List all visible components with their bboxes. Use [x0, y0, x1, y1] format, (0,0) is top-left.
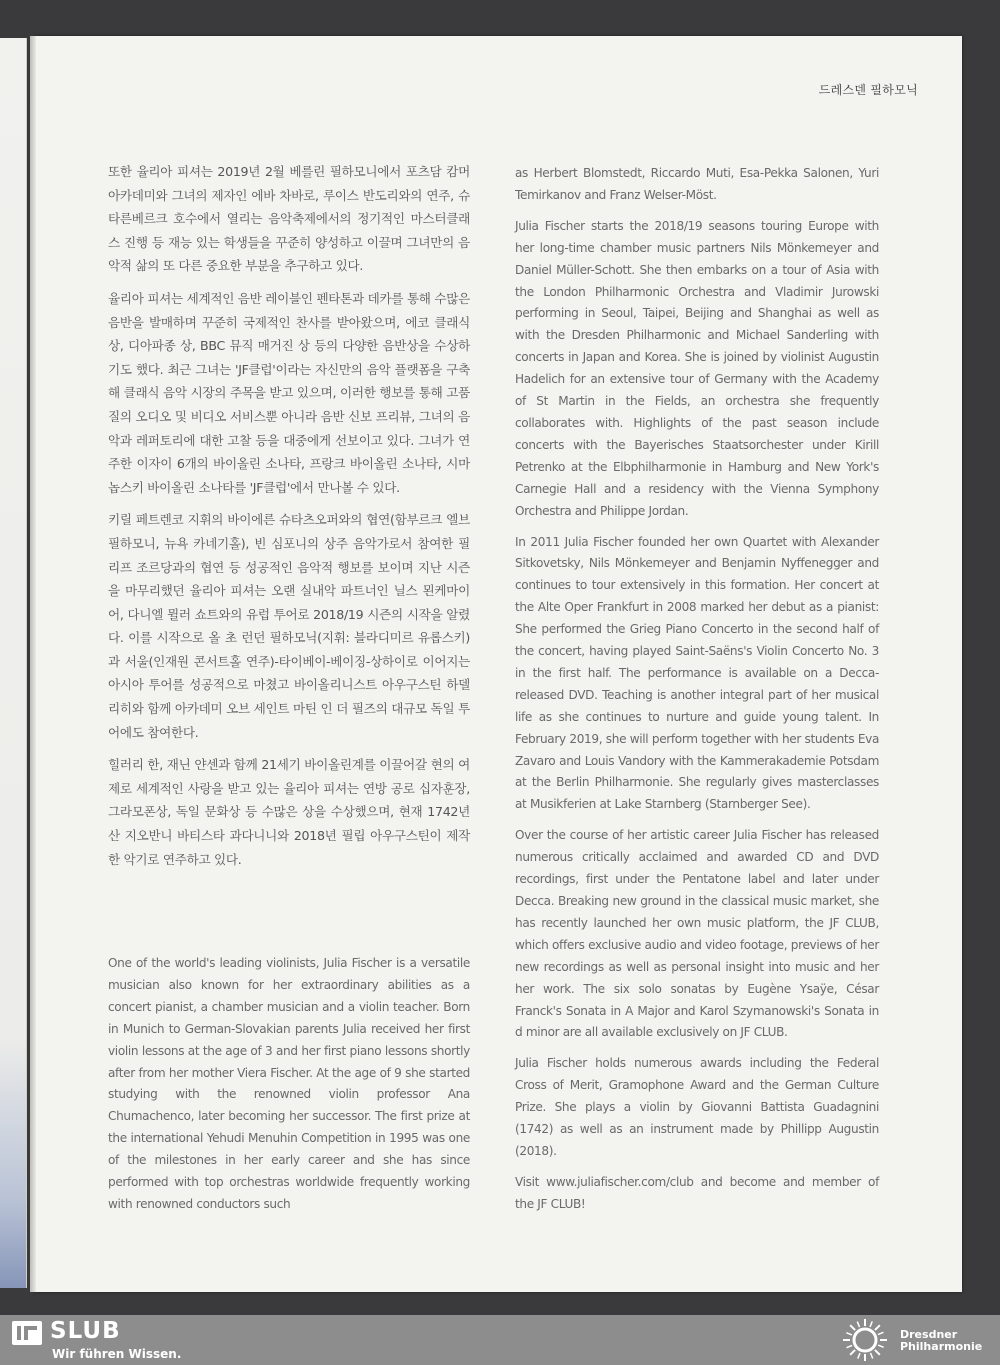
orchestra-name [900, 1329, 982, 1353]
english-paragraph-5: Over the course of her artistic career Julia Fischer has released numerous critically acclaimed and awarded CD and DVD recordings, first under the Pentatone label and later under Decca. Breaking new ground in the classical music market, she has recently launched her own music platform, the JF CLUB, which offers exclusive audio and video footage, previews of her new recordings as well as personal insight into music and her her work. The six solo sonatas by Eugène Ysaÿe, César Franck's Sonata in A Major and Karol Szymanowski's Sonata in d minor are all available exclusively on JF CLUB. [515, 828, 879, 1040]
orchestra-name-line1: Dresdner [900, 1328, 958, 1341]
adjacent-page-edge [0, 38, 27, 1288]
footer-bar [0, 1315, 1000, 1365]
english-paragraph-2: as Herbert Blomstedt, Riccardo Muti, Esa-Pekka Salonen, Yuri Temirkanov and Franz Welser-Möst. [515, 166, 879, 202]
korean-paragraph-4: 힐러리 한, 재닌 얀센과 함께 21세기 바이올린계를 이끌어갈 현의 여제로 세계적인 사랑을 받고 있는 율리아 피셔는 연방 공로 십자훈장, 그라모폰상, 독일 문화상 등 수많은 상을 수상했으며, 현재 1742년산 지오반니 바티스타 과다니니와 2018년 필립 아우구스틴이 제작한 악기로 연주하고 있다. [108, 757, 470, 867]
slub-slogan: Wir führen Wissen. [52, 1347, 182, 1361]
korean-paragraph-1: 또한 율리아 피셔는 2019년 2월 베를린 필하모니에서 포츠담 캄머 아카데미와 그녀의 제자인 에바 차바로, 루이스 반도리와의 연주, 슈타른베르크 호수에서 열리는 음악축제에서의 정기적인 마스터클래스 진행 등 재능 있는 학생들을 꾸준히 양성하고 이끌며 그녀만의 음악적 삶의 또 다른 중요한 부분을 추구하고 있다. [108, 164, 470, 274]
slub-logo-icon [12, 1321, 42, 1345]
slub-name[interactable]: SLUB [50, 1318, 121, 1344]
korean-paragraph-2: 율리아 피셔는 세계적인 음반 레이블인 펜타톤과 데카를 통해 수많은 음반을 발매하며 꾸준히 국제적인 찬사를 받아왔으며, 에코 클래식 상, 디아파종 상, BBC 뮤직 매거진 상 등의 다양한 음반상을 수상하기도 했다. 최근 그녀는 'JF클럽'이라는 자신만의 음악 플랫폼을 구축해 클래식 음악 시장의 주목을 받고 있으며, 이러한 행보를 통해 고품질의 오디오 및 비디오 서비스뿐 아니라 음반 신보 프리뷰, 그녀의 음악과 레퍼토리에 대한 고찰 등을 대중에게 선보이고 있다. 그녀가 연주한 이자이 6개의 바이올린 소나타, 프랑크 바이올린 소나타, 시마놉스키 바이올린 소나타를 'JF클럽'에서 만나볼 수 있다. [108, 290, 470, 495]
english-intro-block [108, 953, 470, 1225]
running-head: 드레스덴 필하모닉 [818, 83, 918, 97]
dresdner-philharmonie-logo-icon[interactable] [840, 1318, 890, 1362]
english-paragraph-3: Julia Fischer starts the 2018/19 seasons touring Europe with her long-time chamber music partners Nils Mönkemeyer and Daniel Müller-Schott. She then embarks on a tour of Asia with the London Philharmonic Orchestra and Vladimir Jurowski performing in Seoul, Taipei, Beijing and Shanghai as well as with the Dresden Philharmonic and Michael Sanderling with concerts in Japan and Korea. She is joined by violinist Augustin Hadelich for an extensive tour of Germany with the Academy of St Martin in the Fields, an orchestra she frequently collaborates with. Highlights of the past season include concerts with the Bayerisches Staatsorchester under Kirill Petrenko at the Elbphilharmonie in Hamburg and New York's Carnegie Hall and a residency with the Vienna Symphony Orchestra and Philippe Jordan. [515, 218, 879, 518]
english-paragraph-6: Julia Fischer holds numerous awards including the Federal Cross of Merit, Gramophone Award and the German Culture Prize. She plays a violin by Giovanni Battista Guadagnini (1742) as well as an instrument made by Phillipp Augustin (2018). [515, 1056, 879, 1158]
english-paragraph-4: In 2011 Julia Fischer founded her own Quartet with Alexander Sitkovetsky, Nils Mönkemeyer and Benjamin Nyffenegger and continues to tour extensively in this formation. Her concert at the Alte Oper Frankfurt in 2008 marked her debut as a pianist: She performed the Grieg Piano Concerto in the second half of the concert, having played Saint-Saëns's Violin Concerto No. 3 in the first half. The performance is available on a Decca-released DVD. Teaching is another integral part of her musical life as she continues to nurture and guide young talent. In February 2019, she will perform together with her students Eva Zavaro and Louis Vandory with the Kammerakademie Potsdam at the Berlin Philharmonie. She regularly gives masterclasses at Musikferien at Lake Starnberg (Starnberger See). [515, 534, 879, 812]
page-gutter [30, 36, 36, 1292]
orchestra-name-line2: Philharmonie [900, 1340, 983, 1353]
korean-paragraph-3: 키릴 페트렌코 지휘의 바이에른 슈타츠오퍼와의 협연(함부르크 엘브필하모니, 뉴욕 카네기홀), 빈 심포니의 상주 음악가로서 참여한 필리프 조르당과의 협연 등 성공적인 음악적 행보를 보이며 지난 시즌을 마무리했던 율리아 피셔는 오랜 실내악 파트너인 닐스 묀케마이어, 다니엘 뮐러 쇼트와의 유럽 투어로 2018/19 시즌의 시작을 알렸다. 이를 시작으로 올 초 런던 필하모닉(지휘: 블라디미르 유롭스키)과 서울(인재원 콘서트홀 연주)-타이베이-베이징-상하이로 이어지는 아시아 투어를 성공적으로 마쳤고 바이올리니스트 아우구스틴 하델리히와 함께 아카데미 오브 세인트 마틴 인 더 필즈의 대규모 독일 투어에도 참여한다. [108, 512, 470, 740]
right-column [515, 163, 879, 1225]
left-column [108, 160, 470, 1211]
english-paragraph-7: Visit www.juliafischer.com/club and become and member of the JF CLUB! [515, 1174, 879, 1211]
english-paragraph-1: One of the world's leading violinists, Julia Fischer is a versatile musician also known for her extraordinary abilities as a concert pianist, a chamber musician and a violin teacher. Born in Munich to German-Slovakian parents Julia received her first violin lessons at the age of 3 and her first piano lessons shortly after from her mother Viera Fischer. At the age of 9 she started studying with the renowned violin professor Ana Chumachenco, later becoming her successor. The first prize at the international Yehudi Menuhin Competition in 1995 was one of the milestones in her early career and she has since performed with top orchestras worldwide frequently working with renowned conductors such [108, 956, 470, 1211]
